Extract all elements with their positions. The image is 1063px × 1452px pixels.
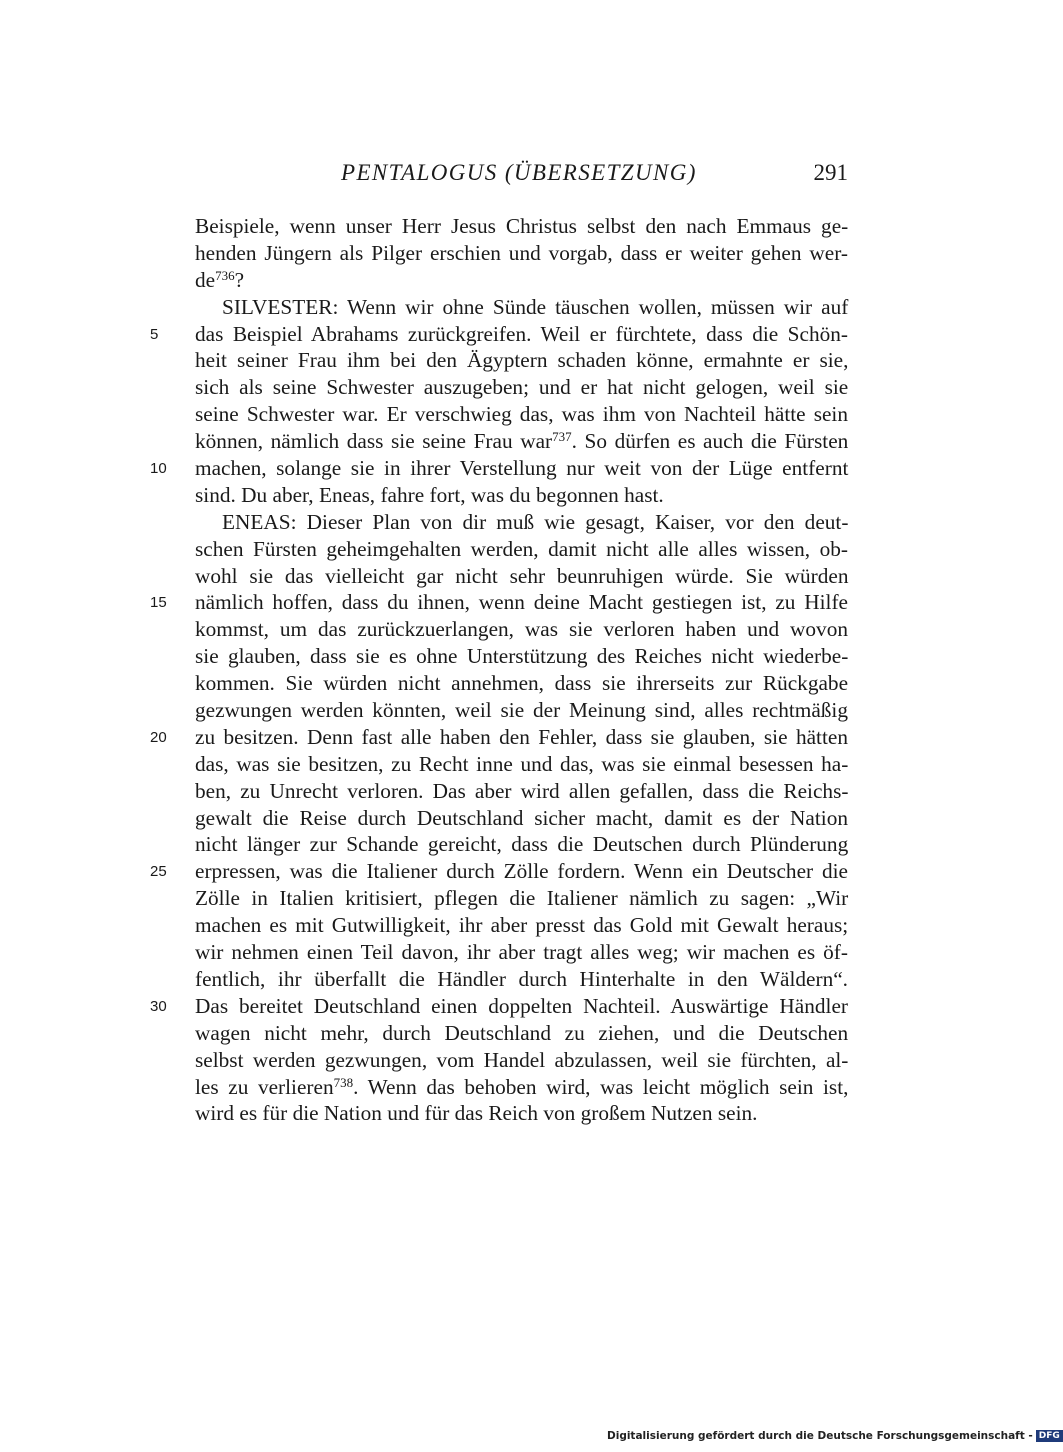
text-line [0, 1100, 1000, 1127]
line-text-main: sich als seine Schwester auszugeben; und er hat nicht gelogen, weil sie [195, 375, 849, 400]
line-text [195, 831, 848, 858]
line-text-main: kommen. Sie würden nicht annehmen, dass sie ihrerseits zur Rückgabe [195, 671, 849, 696]
line-text-main: ENEAS: Dieser Plan von dir muß wie gesagt, Kaiser, vor den deut- [222, 509, 849, 534]
text-line [0, 1047, 1000, 1074]
text-line [0, 670, 1000, 697]
text-line [0, 697, 1000, 724]
text-line [0, 831, 1000, 858]
text-line [0, 616, 1000, 643]
line-text [195, 401, 848, 428]
text-line [0, 509, 1000, 536]
line-text-tail: . So dürfen es auch die Fürsten [571, 429, 849, 454]
text-line [0, 589, 1000, 616]
text-line [0, 240, 1000, 267]
line-text-main: henden Jüngern als Pilger erschien und vorgab, dass er weiter gehen wer- [195, 240, 848, 265]
line-number: 5 [150, 325, 159, 343]
line-text-main: de [195, 267, 216, 292]
line-number: 30 [150, 997, 167, 1015]
line-number: 10 [150, 460, 167, 478]
line-text-main: das, was sie besitzen, zu Recht inne und das, was sie einmal besessen ha- [195, 751, 849, 776]
line-number: 20 [150, 728, 167, 746]
line-text [195, 1020, 848, 1047]
text-line [0, 778, 1000, 805]
line-text [195, 321, 848, 348]
text-line [0, 1020, 1000, 1047]
text-line [0, 536, 1000, 563]
line-text [195, 589, 848, 616]
line-text-main: selbst werden gezwungen, vom Handel abzulassen, weil sie fürchten, al- [195, 1047, 849, 1072]
text-line [0, 267, 1000, 294]
line-text-tail: . Wenn das behoben wird, was leicht möglich sein ist, [353, 1074, 849, 1099]
line-text [195, 1100, 848, 1127]
line-text-main: wohl sie das vielleicht gar nicht sehr beunruhigen würde. Sie würden [195, 563, 849, 588]
text-line [0, 966, 1000, 993]
line-text-main: sind. Du aber, Eneas, fahre fort, was du begonnen hast. [195, 482, 664, 507]
line-text [195, 536, 848, 563]
line-text [195, 751, 848, 778]
line-text [195, 563, 848, 590]
text-line [0, 482, 1000, 509]
line-text-main: machen, solange sie in ihrer Verstellung nur weit von der Lüge entfernt [195, 456, 849, 481]
footer-text: Digitalisierung gefördert durch die Deutsche Forschungsgemeinschaft - [607, 1430, 1033, 1442]
text-line [0, 321, 1000, 348]
line-text-main: das Beispiel Abrahams zurückgreifen. Weil er fürchtete, dass die Schön- [195, 321, 848, 346]
line-text-main: sie glauben, dass sie es ohne Unterstützung des Reiches nicht wiederbe- [195, 644, 849, 669]
line-number: 15 [150, 594, 167, 612]
text-line [0, 213, 1000, 240]
line-text-main: SILVESTER: Wenn wir ohne Sünde täuschen wollen, müssen wir auf [222, 294, 849, 319]
running-title: PENTALOGUS (ÜBERSETZUNG) [341, 160, 697, 185]
line-text-main: nämlich hoffen, dass du ihnen, wenn deine Macht gestiegen ist, zu Hilfe [195, 590, 848, 615]
line-text-main: fentlich, ihr überfallt die Händler durch Hinterhalte in den Wäldern“. [195, 966, 848, 991]
text-line [0, 455, 1000, 482]
line-text-main: kommst, um das zurückzuerlangen, was sie verloren haben und wovon [195, 617, 848, 642]
line-text-main: Zölle in Italien kritisiert, pflegen die Italiener nämlich zu sagen: „Wir [195, 886, 849, 911]
line-text [195, 240, 848, 267]
line-text [195, 993, 848, 1020]
text-line [0, 1074, 1000, 1101]
line-text [195, 939, 848, 966]
line-text [195, 374, 848, 401]
footnote-reference: 738 [333, 1074, 354, 1090]
line-text-main: les zu verlieren [195, 1074, 334, 1099]
text-line [0, 724, 1000, 751]
text-line [0, 912, 1000, 939]
footnote-reference: 737 [552, 429, 572, 445]
line-text [195, 697, 848, 724]
text-line [0, 939, 1000, 966]
line-text-main: wagen nicht mehr, durch Deutschland zu ziehen, und die Deutschen [195, 1020, 849, 1045]
dfg-logo: DFG [1036, 1430, 1063, 1442]
line-text [195, 267, 848, 294]
line-text [195, 724, 848, 751]
line-number: 25 [150, 863, 167, 881]
line-text [195, 966, 848, 993]
line-text-main: wird es für die Nation und für das Reich von großem Nutzen sein. [195, 1101, 758, 1126]
line-text [195, 1074, 848, 1101]
line-text-main: seine Schwester war. Er verschwieg das, was ihm von Nachteil hätte sein [195, 402, 848, 427]
line-text [195, 347, 848, 374]
line-text [195, 616, 848, 643]
line-text [195, 858, 848, 885]
line-text-main: erpressen, was die Italiener durch Zölle fordern. Wenn ein Deutscher die [195, 859, 848, 884]
text-line [0, 805, 1000, 832]
line-text-main: zu besitzen. Denn fast alle haben den Fehler, dass sie glauben, sie hätten [195, 724, 848, 749]
line-text [195, 482, 848, 509]
body-text [0, 213, 1000, 1127]
text-line [0, 993, 1000, 1020]
text-line [0, 885, 1000, 912]
text-line [0, 374, 1000, 401]
line-text-main: wir nehmen einen Teil davon, ihr aber tragt alles weg; wir machen es öf- [195, 940, 848, 965]
line-text-main: machen es mit Gutwilligkeit, ihr aber presst das Gold mit Gewalt heraus; [195, 913, 849, 938]
line-text [195, 885, 848, 912]
line-text [195, 455, 848, 482]
line-text-main: ben, zu Unrecht verloren. Das aber wird allen gefallen, dass die Reichs- [195, 778, 849, 803]
text-line [0, 751, 1000, 778]
line-text [195, 643, 848, 670]
line-text [195, 428, 848, 455]
text-line [0, 401, 1000, 428]
page-number: 291 [813, 160, 848, 185]
line-text [195, 670, 848, 697]
line-text-main: nicht länger zur Schande gereicht, dass die Deutschen durch Plünderung [195, 832, 849, 857]
line-text [222, 294, 848, 321]
line-text-main: schen Fürsten geheimgehalten werden, damit nicht alle alles wissen, ob- [195, 536, 848, 561]
text-line [0, 563, 1000, 590]
text-line [0, 347, 1000, 374]
line-text-main: Das bereitet Deutschland einen doppelten Nachteil. Auswärtige Händler [195, 993, 848, 1018]
text-line [0, 858, 1000, 885]
line-text-main: Beispiele, wenn unser Herr Jesus Christus selbst den nach Emmaus ge- [195, 214, 849, 238]
line-text-main: gewalt die Reise durch Deutschland sicher macht, damit es der Nation [195, 805, 848, 830]
line-text [195, 1047, 848, 1074]
text-line [0, 428, 1000, 455]
footer-credit [607, 1430, 1063, 1442]
line-text-main: können, nämlich dass sie seine Frau war [195, 429, 553, 454]
line-text-main: gezwungen werden könnten, weil sie der Meinung sind, alles rechtmäßig [195, 698, 848, 723]
line-text [195, 912, 848, 939]
footnote-reference: 736 [215, 267, 235, 283]
running-header [195, 160, 848, 194]
line-text [195, 805, 848, 832]
line-text [195, 213, 848, 240]
line-text-tail: ? [234, 267, 245, 292]
line-text [222, 509, 848, 536]
line-text-main: heit seiner Frau ihm bei den Ägyptern schaden könne, ermahnte er sie, [195, 348, 849, 373]
text-line [0, 643, 1000, 670]
line-text [195, 778, 848, 805]
text-line [0, 294, 1000, 321]
